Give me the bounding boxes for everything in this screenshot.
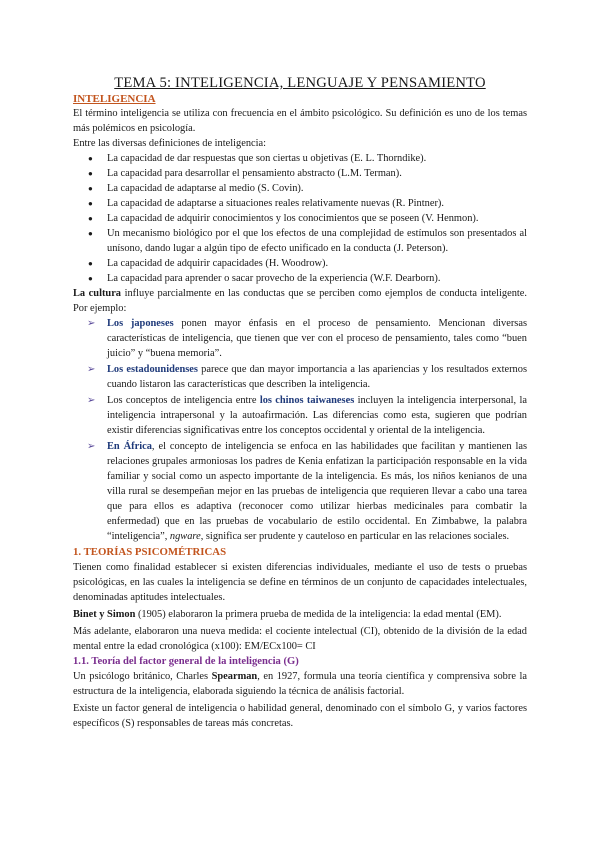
binet-paragraph: Binet y Simon (1905) elaboraron la primera prueba de medida de la inteligencia: la edad mental (EM).: [73, 609, 502, 620]
list-item: ● La capacidad de adquirir conocimientos y los conocimientos que se poseen (V. Henmon).: [107, 211, 527, 226]
arrow-bullet-icon: ➢: [87, 441, 96, 452]
list-item: ● La capacidad de adaptarse al medio (S. Covin).: [107, 181, 527, 196]
culture-list: [73, 316, 527, 544]
spearman-paragraph: Un psicólogo británico, Charles Spearman, en 1927, formula una teoría científica y comprensiva sobre la estructura de la inteligencia, elaborada siguiendo la técnica de análisis factorial.: [73, 671, 528, 697]
list-item: ● La capacidad de dar respuestas que son ciertas u objetivas (E. L. Thorndike).: [107, 151, 527, 166]
italic-term: ngware: [169, 531, 201, 542]
list-item: ➢ Los conceptos de inteligencia entre los chinos taiwaneses incluyen la inteligencia interpersonal, la inteligencia intrapersonal y la autoafirmación. Las diferencias como esta, sugieren que podrían existir diferencias significativas entre los conceptos occidental y oriental de la inteligencia.: [87, 395, 527, 436]
list-item: ● La capacidad de adaptarse a situaciones reales relativamente nuevas (R. Pintner).: [107, 196, 527, 211]
list-item: ● Un mecanismo biológico por el que los efectos de una complejidad de estímulos son presentados al unísono, dando lugar a algún tipo de efecto unificado en la conducta (J. Peterson).: [107, 226, 527, 256]
section-heading-inteligencia: INTELIGENCIA: [73, 93, 156, 105]
subsection-heading-factor-g: 1.1. Teoría del factor general de la inteligencia (G): [73, 656, 299, 667]
culture-paragraph: [73, 286, 527, 316]
keyword: Los estadounidenses: [107, 364, 198, 375]
culture-text: influye parcialmente en las conductas que se perciben como ejemplos de conducta inteligente. Por ejemplo:: [73, 288, 527, 314]
psicometricas-paragraph: Tienen como finalidad establecer si existen diferencias individuales, mediante el uso de tests o pruebas psicológicas, en las cuales la inteligencia se define en términos de un conjunto de capacidades intelectuales, denominadas aptitudes intelectuales.: [73, 562, 527, 603]
keyword: Los japoneses: [107, 318, 174, 329]
page-title: TEMA 5: INTELIGENCIA, LENGUAJE Y PENSAMIENTO: [114, 75, 486, 91]
arrow-bullet-icon: ➢: [87, 395, 96, 406]
definitions-lead: Entre las diversas definiciones de inteligencia:: [73, 138, 267, 149]
arrow-bullet-icon: ➢: [87, 364, 96, 375]
keyword: En África: [107, 441, 152, 452]
list-item: ● La capacidad de adquirir capacidades (H. Woodrow).: [107, 256, 527, 271]
list-item: ➢ Los estadounidenses parece que dan mayor importancia a las apariencias y los resultados externos cuando listaron las características que describen la inteligencia.: [87, 364, 527, 390]
list-item: ➢ En África, el concepto de inteligencia se enfoca en las habilidades que facilitan y mantienen las relaciones grupales armoniosas los padres de Kenia enfatizan la participación responsable en la vida familiar y social como un aspecto importante de la inteligencia. Es más, los niños kenianos de una villa rural se desempeñan mejor en las pruebas de inteligencia que requieren llevar a cabo una tarea que para ellos es adaptiva (reconocer como utilizar hierbas medicinales para combatir la enfermedad) que en las pruebas de vocabulario de estilo occidental. En Zimbabwe, la palabra “inteligencia”, ngware, significa ser prudente y cauteloso en particular en las relaciones sociales.: [87, 441, 528, 542]
ci-paragraph: Más adelante, elaboraron una nueva medida: el cociente intelectual (CI), obtenido de la división de la edad mental entre la edad cronológica (x100): EM/ECx100= CI: [73, 626, 527, 652]
arrow-bullet-icon: ➢: [87, 318, 96, 329]
definitions-list: [73, 151, 527, 286]
document-page: [73, 74, 527, 731]
section-heading-teorias-psicometricas: 1. TEORÍAS PSICOMÉTRICAS: [73, 546, 227, 558]
list-item: ● La capacidad para aprender o sacar provecho de la experiencia (W.F. Dearborn).: [107, 271, 527, 286]
list-item: ● La capacidad para desarrollar el pensamiento abstracto (L.M. Terman).: [107, 166, 527, 181]
culture-keyword: La cultura: [73, 288, 122, 299]
spearman-keyword: Spearman: [211, 671, 258, 682]
list-item: ➢ Los japoneses ponen mayor énfasis en el proceso de pensamiento. Mencionan diversas características de inteligencia, que tienen que ver con el proceso de pensamiento, tales como “buen juicio” y “buena memoria”.: [87, 318, 527, 359]
factor-g-paragraph: Existe un factor general de inteligencia o habilidad general, denominado con el símbolo G, y varios factores específicos (S) responsables de tareas más concretas.: [73, 703, 527, 729]
binet-keyword: Binet y Simon: [73, 609, 136, 620]
keyword: los chinos taiwaneses: [259, 395, 355, 406]
intro-paragraph: El término inteligencia se utiliza con frecuencia en el ámbito psicológico. Su definición es uno de los temas más polémicos en psicología.: [73, 108, 527, 134]
